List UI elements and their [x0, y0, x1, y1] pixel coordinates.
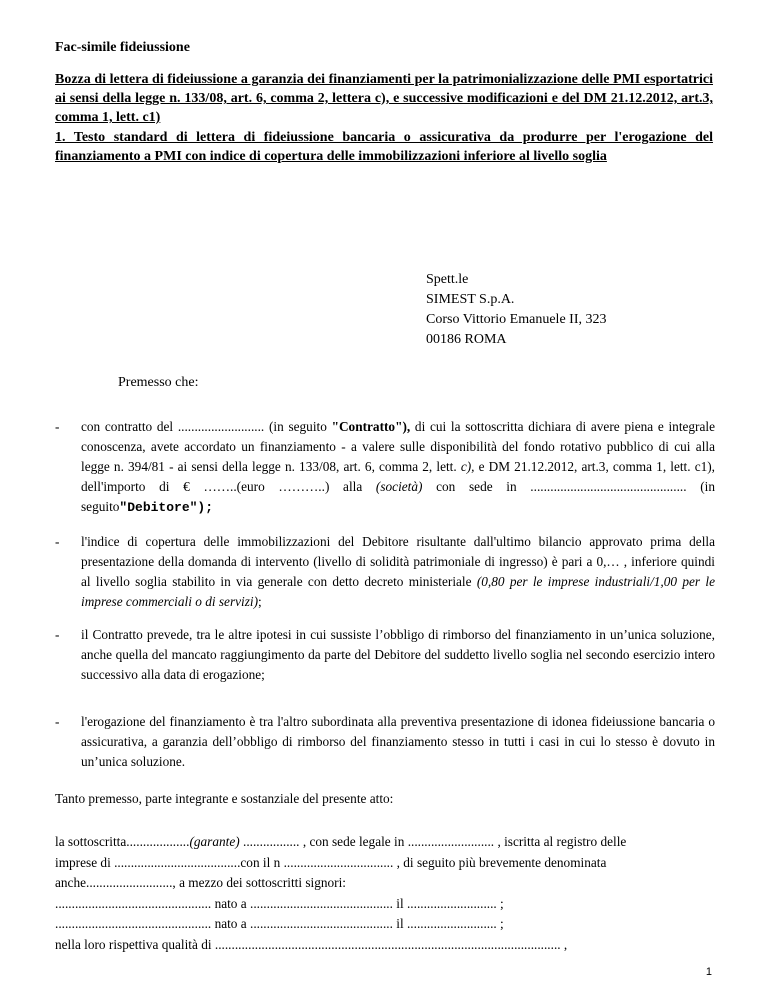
heading-testo-standard: 1. Testo standard di lettera di fideiussione bancaria o assicurativa da produrre per l'erogazione del finanziamento a PMI con indice di copertura delle immobilizzazioni inferiore al livello soglia	[55, 130, 713, 164]
premise-item	[55, 625, 715, 685]
form-line: imprese di ......................................con il n ................................. , di seguito più brevemente denominata	[55, 854, 607, 870]
premise-item	[55, 712, 715, 772]
recipient-line: Corso Vittorio Emanuele II, 323	[426, 312, 607, 327]
tanto-premesso: Tanto premesso, parte integrante e sostanziale del presente atto:	[55, 791, 394, 806]
recipient-line: 00186 ROMA	[426, 332, 507, 347]
premise-item	[55, 417, 715, 518]
form-line: nella loro rispettiva qualità di ........................................................................................................ ,	[55, 936, 568, 952]
premise-text: il Contratto prevede, tra le altre ipotesi in cui sussiste l’obbligo di rimborso del finanziamento in un’unica soluzione, anche quella del mancato raggiungimento da parte del Debitore del suddetto livello soglia nel secondo esercizio intero successivo alla data di erogazione;	[81, 627, 715, 682]
dash-marker: -	[55, 714, 60, 729]
form-line: ............................................... nato a ........................................... il ........................... ;	[55, 895, 504, 911]
dash-marker: -	[55, 534, 60, 549]
form-line: la sottoscritta...................(garante) ................. , con sede legale in .......................... , iscritta al registro delle	[55, 834, 627, 849]
premesso-label: Premesso che:	[118, 375, 199, 390]
guarantor-form	[55, 832, 715, 955]
recipient-line: SIMEST S.p.A.	[426, 292, 515, 307]
dash-marker: -	[55, 627, 60, 642]
premise-text: con contratto del .......................... (in seguito "Contratto"), di cui la sottoscritta dichiara di avere piena e integrale conoscenza, avete accordato un finanziamento - a valere sulle disponibilità del fondo rotativo pubblico di cui alla legge n. 394/81 - ai sensi della legge n. 133/08, art. 6, comma 2, lett. c), e DM 21.12.2012, art.3, comma 1, lett. c1), dell'importo di € ……..(euro ………..) alla (società) con sede in ............................................... (in seguito"Debitore");	[81, 419, 716, 515]
heading-bozza: Bozza di lettera di fideiussione a garanzia dei finanziamenti per la patrimonializzazione delle PMI esportatrici ai sensi della legge n. 133/08, art. 6, comma 2, lettera c), e successive modificazioni e del DM 21.12.2012, art.3, comma 1, lett. c1)	[55, 72, 713, 125]
form-line: ............................................... nato a ........................................... il ........................... ;	[55, 916, 504, 931]
form-line: anche.........................., a mezzo dei sottoscritti signori:	[55, 875, 346, 890]
page-number: 1	[705, 966, 712, 978]
premise-text: l'erogazione del finanziamento è tra l'altro subordinata alla preventiva presentazione di idonea fideiussione bancaria o assicurativa, a garanzia dell’obbligo di rimborso del finanziamento stesso in tutti i casi in cui lo stesso è dovuto in un’unica soluzione.	[81, 714, 715, 769]
recipient-line: Spett.le	[426, 272, 469, 287]
premise-item	[55, 532, 715, 612]
document-title: Fac-simile fideiussione	[55, 40, 190, 55]
dash-marker: -	[55, 419, 60, 434]
premise-text: l'indice di copertura delle immobilizzazioni del Debitore risultante dall'ultimo bilancio approvato prima della presentazione della domanda di intervento (livello di solidità patrimoniale di ingresso) è pari a 0,… , inferiore quindi al livello soglia stabilito in via generale con detto decreto ministeriale (0,80 per le imprese industriali/1,00 per le imprese commerciali o di servizi);	[81, 534, 715, 609]
recipient-address	[426, 270, 606, 350]
